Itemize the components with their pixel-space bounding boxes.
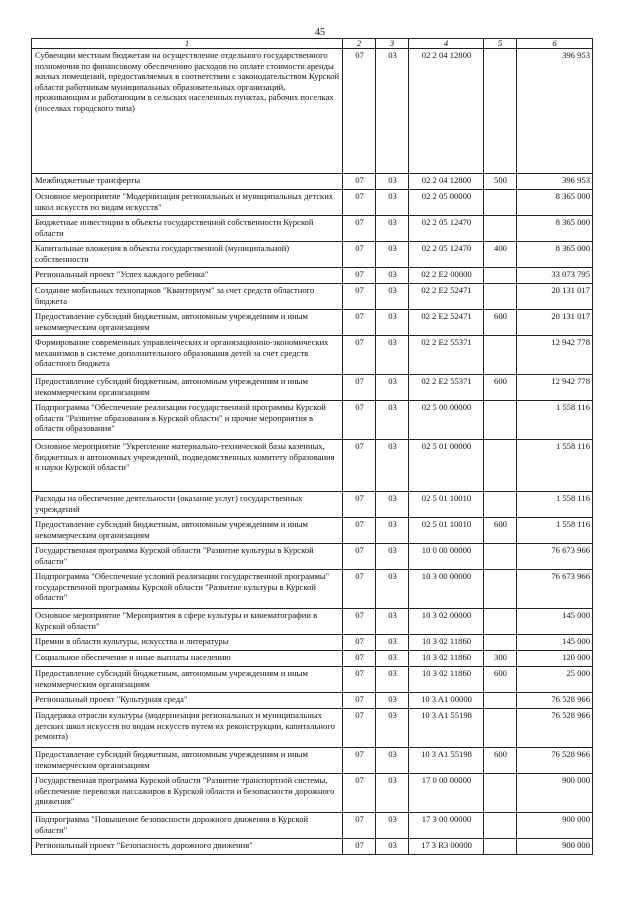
row-section: 03: [376, 570, 409, 609]
row-sum: 396 953: [517, 174, 593, 190]
table-row: [32, 440, 593, 492]
row-section: 03: [376, 635, 409, 651]
row-name: Государственная программа Курской области "Развитие транспортной системы, обеспечение перевозки пассажиров в Курской области и безопасности дорожного движения": [32, 774, 343, 813]
row-section: 03: [376, 310, 409, 336]
row-target-code: 10 3 02 11860: [409, 667, 484, 693]
row-sum: 76 528 966: [517, 693, 593, 709]
row-sum: 1 558 116: [517, 440, 593, 492]
row-expense-type: 300: [484, 651, 517, 667]
row-sum: 900 000: [517, 813, 593, 839]
row-expense-type: [484, 440, 517, 492]
row-section: 03: [376, 518, 409, 544]
row-section: 03: [376, 609, 409, 635]
row-sum: 20 131 017: [517, 284, 593, 310]
row-target-code: 10 3 02 11860: [409, 635, 484, 651]
row-target-code: 02 5 01 10010: [409, 492, 484, 518]
row-target-code: 10 3 A1 00000: [409, 693, 484, 709]
row-target-code: 17 3 R3 00000: [409, 839, 484, 855]
row-chapter: 07: [343, 268, 376, 284]
row-section: 03: [376, 813, 409, 839]
header-cell-expense-type: 5: [484, 39, 517, 49]
row-target-code: 02 2 E2 52471: [409, 284, 484, 310]
row-target-code: 10 3 A1 55198: [409, 748, 484, 774]
table-row: [32, 284, 593, 310]
table-row: [32, 268, 593, 284]
row-expense-type: 600: [484, 310, 517, 336]
row-chapter: 07: [343, 839, 376, 855]
row-name: Основное мероприятие "Мероприятия в сфере культуры и кинематографии в Курской области": [32, 609, 343, 635]
row-name: Региональный проект "Безопасность дорожного движения": [32, 839, 343, 855]
row-section: 03: [376, 174, 409, 190]
header-cell-sum: 6: [517, 39, 593, 49]
row-target-code: 02 2 05 12470: [409, 216, 484, 242]
row-name: Основное мероприятие "Укрепление материально-технической базы казенных, бюджетных и автономных учреждений, подведомственных комитету образования и науки Курской области": [32, 440, 343, 492]
row-section: 03: [376, 49, 409, 174]
row-target-code: 02 2 E2 00000: [409, 268, 484, 284]
row-target-code: 02 2 E2 52471: [409, 310, 484, 336]
row-sum: 76 673 966: [517, 570, 593, 609]
row-name: Бюджетные инвестиции в объекты государственной собственности Курской области: [32, 216, 343, 242]
row-sum: 8 365 000: [517, 190, 593, 216]
row-section: 03: [376, 242, 409, 268]
table-row: [32, 375, 593, 401]
row-chapter: 07: [343, 609, 376, 635]
row-name: Предоставление субсидий бюджетным, автономным учреждениям и иным некоммерческим организациям: [32, 375, 343, 401]
row-section: 03: [376, 748, 409, 774]
table-row: [32, 813, 593, 839]
row-name: Капитальные вложения в объекты государственной (муниципальной) собственности: [32, 242, 343, 268]
row-sum: 25 000: [517, 667, 593, 693]
row-expense-type: [484, 190, 517, 216]
row-expense-type: 400: [484, 242, 517, 268]
table-row: [32, 709, 593, 748]
row-sum: 12 942 778: [517, 336, 593, 375]
row-sum: 1 558 116: [517, 492, 593, 518]
table-row: [32, 310, 593, 336]
table-row: [32, 693, 593, 709]
row-target-code: 10 0 00 00000: [409, 544, 484, 570]
row-sum: 900 000: [517, 839, 593, 855]
row-name: Субвенции местным бюджетам на осуществление отдельного государственного полномочия по финансовому обеспечению расходов по оплате стоимости аренды жилых помещений, предоставляемых в соответствии с законодательством Курской области работникам муниципальных образовательных организаций, проживающим и работающим в сельских населенных пунктах, рабочих поселках (поселках городского типа): [32, 49, 343, 174]
row-chapter: 07: [343, 651, 376, 667]
header-cell-chapter: 2: [343, 39, 376, 49]
table-row: [32, 401, 593, 440]
row-chapter: 07: [343, 693, 376, 709]
row-name: Поддержка отрасли культуры (модернизация региональных и муниципальных детских школ искусств по видам искусств путем их реконструкции, капитального ремонта): [32, 709, 343, 748]
row-sum: 396 953: [517, 49, 593, 174]
row-expense-type: [484, 544, 517, 570]
row-target-code: 17 3 00 00000: [409, 813, 484, 839]
row-expense-type: [484, 709, 517, 748]
row-section: 03: [376, 709, 409, 748]
row-section: 03: [376, 492, 409, 518]
row-sum: 120 000: [517, 651, 593, 667]
row-expense-type: [484, 693, 517, 709]
row-target-code: 10 3 00 00000: [409, 570, 484, 609]
row-name: Подпрограмма "Обеспечение условий реализации государственной программы" государственной программы Курской области "Развитие культуры в Курской области": [32, 570, 343, 609]
row-section: 03: [376, 544, 409, 570]
row-chapter: 07: [343, 748, 376, 774]
header-cell-target: 4: [409, 39, 484, 49]
table-row: [32, 635, 593, 651]
table-row: [32, 216, 593, 242]
row-sum: 8 365 000: [517, 216, 593, 242]
row-target-code: 02 2 04 12800: [409, 174, 484, 190]
row-name: Региональный проект "Культурная среда": [32, 693, 343, 709]
row-target-code: 02 2 E2 55371: [409, 336, 484, 375]
row-sum: 20 131 017: [517, 310, 593, 336]
row-section: 03: [376, 651, 409, 667]
table-row: [32, 544, 593, 570]
row-target-code: 02 2 05 00000: [409, 190, 484, 216]
row-sum: 8 365 000: [517, 242, 593, 268]
row-expense-type: [484, 216, 517, 242]
table-row: [32, 748, 593, 774]
row-name: Расходы на обеспечение деятельности (оказание услуг) государственных учреждений: [32, 492, 343, 518]
row-target-code: 02 2 05 12470: [409, 242, 484, 268]
row-section: 03: [376, 268, 409, 284]
row-section: 03: [376, 190, 409, 216]
header-cell-name: 1: [32, 39, 343, 49]
row-chapter: 07: [343, 774, 376, 813]
row-chapter: 07: [343, 709, 376, 748]
row-expense-type: 600: [484, 375, 517, 401]
row-sum: 76 528 966: [517, 709, 593, 748]
row-chapter: 07: [343, 216, 376, 242]
row-expense-type: [484, 336, 517, 375]
row-expense-type: 600: [484, 748, 517, 774]
row-sum: 900 000: [517, 774, 593, 813]
budget-table: [31, 38, 593, 855]
row-chapter: 07: [343, 401, 376, 440]
row-name: Предоставление субсидий бюджетным, автономным учреждениям и иным некоммерческим организациям: [32, 748, 343, 774]
row-target-code: 02 5 01 00000: [409, 440, 484, 492]
row-expense-type: [484, 635, 517, 651]
row-chapter: 07: [343, 174, 376, 190]
row-chapter: 07: [343, 570, 376, 609]
row-chapter: 07: [343, 667, 376, 693]
row-chapter: 07: [343, 242, 376, 268]
row-target-code: 17 0 00 00000: [409, 774, 484, 813]
table-row: [32, 492, 593, 518]
row-section: 03: [376, 839, 409, 855]
table-row: [32, 570, 593, 609]
row-target-code: 02 5 00 00000: [409, 401, 484, 440]
row-name: Межбюджетные трансферты: [32, 174, 343, 190]
table-row: [32, 242, 593, 268]
row-expense-type: [484, 774, 517, 813]
header-cell-section: 3: [376, 39, 409, 49]
row-sum: 76 673 966: [517, 544, 593, 570]
row-expense-type: 500: [484, 174, 517, 190]
row-name: Подпрограмма "Обеспечение реализации государственной программы Курской области "Развитие образования в Курской области" и прочие мероприятия в области образования": [32, 401, 343, 440]
row-chapter: 07: [343, 440, 376, 492]
table-row: [32, 336, 593, 375]
row-chapter: 07: [343, 284, 376, 310]
row-expense-type: [484, 268, 517, 284]
row-name: Предоставление субсидий бюджетным, автономным учреждениям и иным некоммерческим организациям: [32, 667, 343, 693]
row-expense-type: [484, 839, 517, 855]
row-target-code: 02 2 04 12800: [409, 49, 484, 174]
row-expense-type: 600: [484, 667, 517, 693]
row-chapter: 07: [343, 813, 376, 839]
row-chapter: 07: [343, 492, 376, 518]
row-sum: 1 558 116: [517, 518, 593, 544]
row-chapter: 07: [343, 544, 376, 570]
row-section: 03: [376, 216, 409, 242]
page-number: 45: [315, 27, 325, 38]
row-section: 03: [376, 284, 409, 310]
row-chapter: 07: [343, 49, 376, 174]
row-name: Основное мероприятие "Модернизация региональных и муниципальных детских школ искусств по видам искусств": [32, 190, 343, 216]
row-expense-type: [484, 492, 517, 518]
row-target-code: 10 3 A1 55198: [409, 709, 484, 748]
row-expense-type: [484, 609, 517, 635]
row-name: Подпрограмма "Повышение безопасности дорожного движения в Курской области": [32, 813, 343, 839]
row-sum: 33 073 795: [517, 268, 593, 284]
row-target-code: 02 2 E2 55371: [409, 375, 484, 401]
table-row: [32, 839, 593, 855]
row-sum: 145 000: [517, 635, 593, 651]
row-chapter: 07: [343, 375, 376, 401]
table-row: [32, 518, 593, 544]
table-row: [32, 651, 593, 667]
row-section: 03: [376, 401, 409, 440]
row-target-code: 10 3 02 11860: [409, 651, 484, 667]
row-name: Региональный проект "Успех каждого ребенка": [32, 268, 343, 284]
row-name: Премии в области культуры, искусства и литературы: [32, 635, 343, 651]
row-chapter: 07: [343, 336, 376, 375]
row-chapter: 07: [343, 190, 376, 216]
row-section: 03: [376, 336, 409, 375]
row-section: 03: [376, 774, 409, 813]
row-sum: 12 942 778: [517, 375, 593, 401]
row-chapter: 07: [343, 310, 376, 336]
row-name: Социальное обеспечение и иные выплаты населению: [32, 651, 343, 667]
row-target-code: 10 3 02 00000: [409, 609, 484, 635]
table-row: [32, 190, 593, 216]
row-name: Государственная программа Курской области "Развитие культуры в Курской области": [32, 544, 343, 570]
row-section: 03: [376, 440, 409, 492]
row-section: 03: [376, 375, 409, 401]
row-sum: 145 000: [517, 609, 593, 635]
table-row: [32, 49, 593, 174]
table-row: [32, 174, 593, 190]
row-section: 03: [376, 693, 409, 709]
table-row: [32, 667, 593, 693]
row-sum: 76 528 966: [517, 748, 593, 774]
row-chapter: 07: [343, 518, 376, 544]
row-section: 03: [376, 667, 409, 693]
row-expense-type: [484, 284, 517, 310]
row-target-code: 02 5 01 10010: [409, 518, 484, 544]
row-name: Формирование современных управленческих и организационно-экономических механизмов в системе дополнительного образования детей за счет средств областного бюджета: [32, 336, 343, 375]
row-sum: 1 558 116: [517, 401, 593, 440]
row-expense-type: 600: [484, 518, 517, 544]
row-name: Создание мобильных технопарков "Кванториум" за счет средств областного бюджета: [32, 284, 343, 310]
row-expense-type: [484, 49, 517, 174]
row-expense-type: [484, 813, 517, 839]
table-header-row: [32, 39, 593, 49]
table-row: [32, 609, 593, 635]
row-expense-type: [484, 570, 517, 609]
row-name: Предоставление субсидий бюджетным, автономным учреждениям и иным некоммерческим организациям: [32, 310, 343, 336]
row-name: Предоставление субсидий бюджетным, автономным учреждениям и иным некоммерческим организациям: [32, 518, 343, 544]
table-row: [32, 774, 593, 813]
row-chapter: 07: [343, 635, 376, 651]
row-expense-type: [484, 401, 517, 440]
